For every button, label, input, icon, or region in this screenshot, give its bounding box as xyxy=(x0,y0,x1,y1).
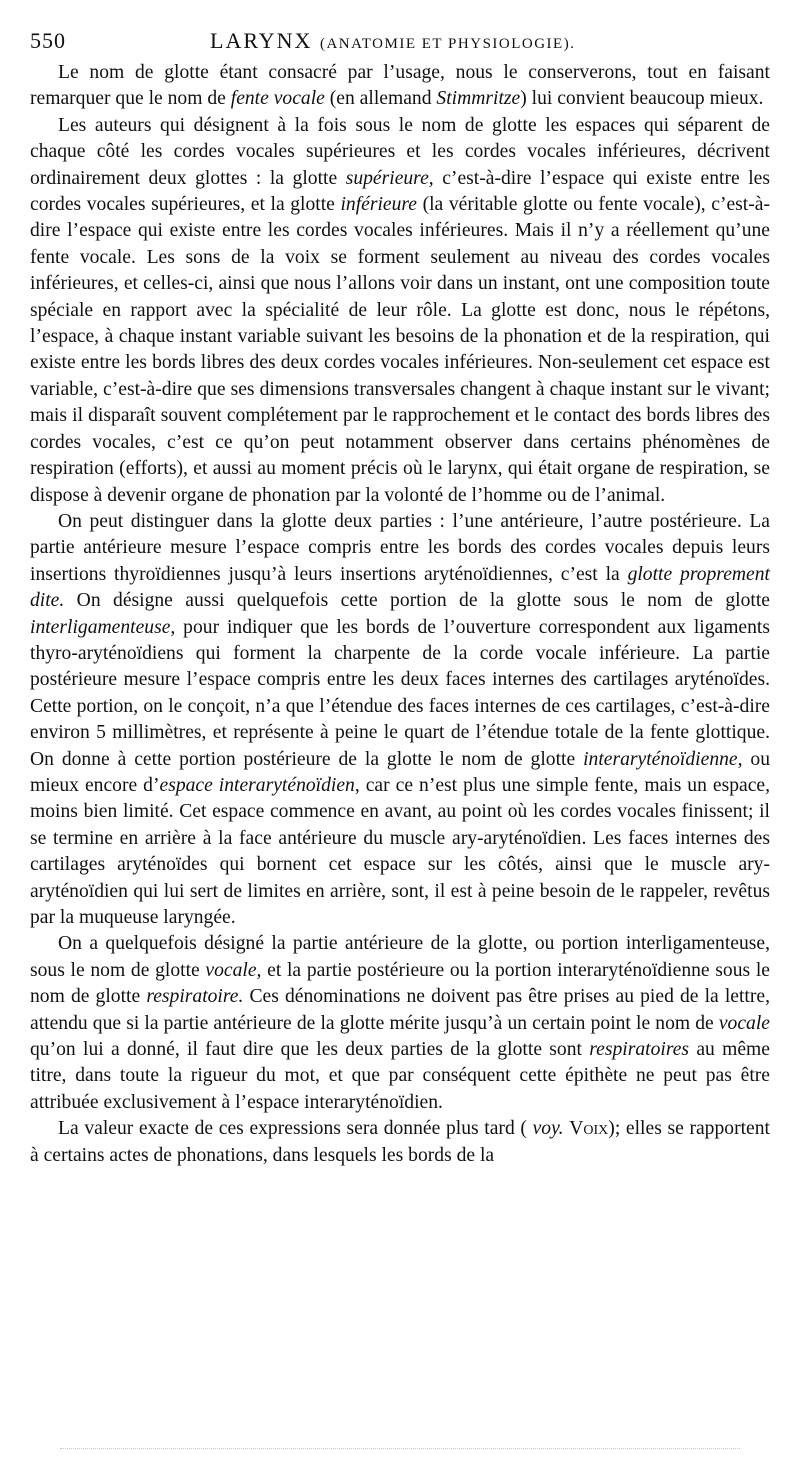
page-number: 550 xyxy=(30,28,66,53)
italic-term: interligamenteuse, xyxy=(30,616,176,638)
text-run: qu’on lui a donné, il faut dire que les deux parties de la glotte sont xyxy=(30,1039,590,1061)
text-run: au même titre, dans toute la rigueur du mot, et que par conséquent cette épithète ne peut pas être attribuée exclusivement à l’espace interaryténoïdien. xyxy=(30,1039,770,1113)
italic-term: respiratoire. xyxy=(146,986,244,1008)
text-run: ); elles se rapportent à certains actes de phonations, dans lesquels les bords de la xyxy=(30,1118,770,1166)
text-run: La valeur exacte de ces expressions sera donnée plus tard ( xyxy=(58,1118,533,1140)
paragraph-5 xyxy=(30,1116,770,1169)
running-title-subtitle: (ANATOMIE ET PHYSIOLOGIE). xyxy=(319,36,576,52)
italic-term: supérieure, xyxy=(345,167,434,189)
text-run: c’est-à-dire l’espace qui existe entre les cordes vocales supérieures, et la glotte xyxy=(30,167,770,216)
italic-term: interaryténoïdienne xyxy=(583,748,738,770)
text-run: , car ce n’est plus une simple fente, mais un espace, moins bien limité. Cet espace commence en avant, au point où les cordes vocales finissent; il se termine en arrière à la face antérieure du muscle ary-aryténoïdien. Les faces internes des cartilages aryténoïdes qui bornent cet espace sur les côtés, ainsi que le muscle ary-aryténoïdien qui lui sert de limites en arrière, sont, il est à peine besoin de le rappeler, revêtus par la muqueuse laryngée. xyxy=(30,774,771,928)
paragraph-2 xyxy=(30,113,770,509)
text-run: (en allemand xyxy=(324,88,437,110)
small-caps-term: Voix xyxy=(569,1118,609,1140)
body-text xyxy=(30,60,770,1169)
italic-term: respiratoires xyxy=(589,1039,690,1061)
paragraph-1 xyxy=(30,60,770,113)
italic-term: espace interaryténoïdien xyxy=(159,774,355,796)
text-run: pour indiquer que les bords de l’ouverture correspondent aux ligaments thyro-aryténoïdiens qui forment la charpente de la corde vocale inférieure. La partie postérieure mesure l’espace compris entre les deux faces internes des cartilages aryténoïdes. Cette portion, on le conçoit, n’a que l’étendue des faces internes de ces cartilages, c’est-à-dire environ 5 millimètres, et représente à peine le quart de l’étendue totale de la fente glottique. On donne à cette portion postérieure de la glotte le nom de glotte xyxy=(30,616,770,770)
italic-term: voy. xyxy=(532,1118,564,1140)
text-run: ) lui convient beaucoup mieux. xyxy=(520,88,764,110)
italic-term: Stimmritze xyxy=(436,88,521,110)
text-run: Le nom de glotte étant consacré par l’usage, nous le conserverons, tout en faisant remarquer que le nom de xyxy=(30,62,770,110)
paragraph-4 xyxy=(30,931,770,1116)
text-run: On peut distinguer dans la glotte deux parties : l’une antérieure, l’autre postérieure. La partie antérieure mesure l’espace compris entre les bords des cordes vocales depuis leurs insertions thyroïdiennes jusqu’à leurs insertions aryténoïdiennes, c’est la xyxy=(30,510,770,585)
bleed-through-line xyxy=(60,1448,740,1450)
text-run: Ces dénominations ne doivent pas être prises au pied de la lettre, attendu que si la partie antérieure de la glotte mérite jusqu’à un certain point le nom de xyxy=(30,986,770,1034)
running-title xyxy=(210,28,575,54)
text-run: Les auteurs qui désignent à la fois sous le nom de glotte les espaces qui séparent de chaque côté les cordes vocales supérieures et les cordes vocales inférieures, décrivent ordinairement deux glottes : la glotte xyxy=(30,114,770,189)
running-title-main: LARYNX xyxy=(210,28,313,53)
italic-term: vocale xyxy=(718,1012,770,1034)
text-run: On a quelquefois désigné la partie antérieure de la glotte, ou portion interligamenteuse, sous le nom de glotte xyxy=(30,933,770,981)
running-header xyxy=(30,22,770,58)
italic-term: vocale, xyxy=(205,959,262,981)
italic-term: glotte proprement dite. xyxy=(30,563,770,612)
text-run: , ou mieux encore d’ xyxy=(30,748,770,796)
italic-term: fente vocale xyxy=(230,88,325,110)
text-run: (la véritable glotte ou fente vocale), c’est-à-dire l’espace qui existe entre les cordes vocales inférieures. Mais il n’y a réellement qu’une fente vocale. Les sons de la voix se forment seulement au niveau des cordes vocales inférieures, et celles-ci, ainsi que nous l’allons voir dans un instant, ont une composition toute spéciale en rapport avec la spécialité de leur rôle. La glotte est donc, nous le répétons, l’espace, à chaque instant variable suivant les besoins de la phonation et de la respiration, qui existe entre les bords libres des deux cordes vocales inférieures. Non-seulement cet espace est variable, c’est-à-dire que ses dimensions transversales changent à chaque instant sur le vivant; mais il disparaît souvent complétement par le rapprochement et le contact des bords libres des cordes vocales, c’est ce qu’on peut notamment observer dans certains phénomènes de respiration (efforts), et aussi au moment précis où le larynx, qui était organe de respiration, se dispose à devenir organe de phonation par la volonté de l’homme ou de l’animal. xyxy=(30,194,770,506)
text-run: On désigne aussi quelquefois cette portion de la glotte sous le nom de glotte xyxy=(64,590,770,612)
italic-term: inférieure xyxy=(340,194,417,216)
book-page xyxy=(30,22,770,1169)
text-run: et la partie postérieure ou la portion interaryténoïdienne sous le nom de glotte xyxy=(30,959,770,1008)
paragraph-3 xyxy=(30,509,770,932)
